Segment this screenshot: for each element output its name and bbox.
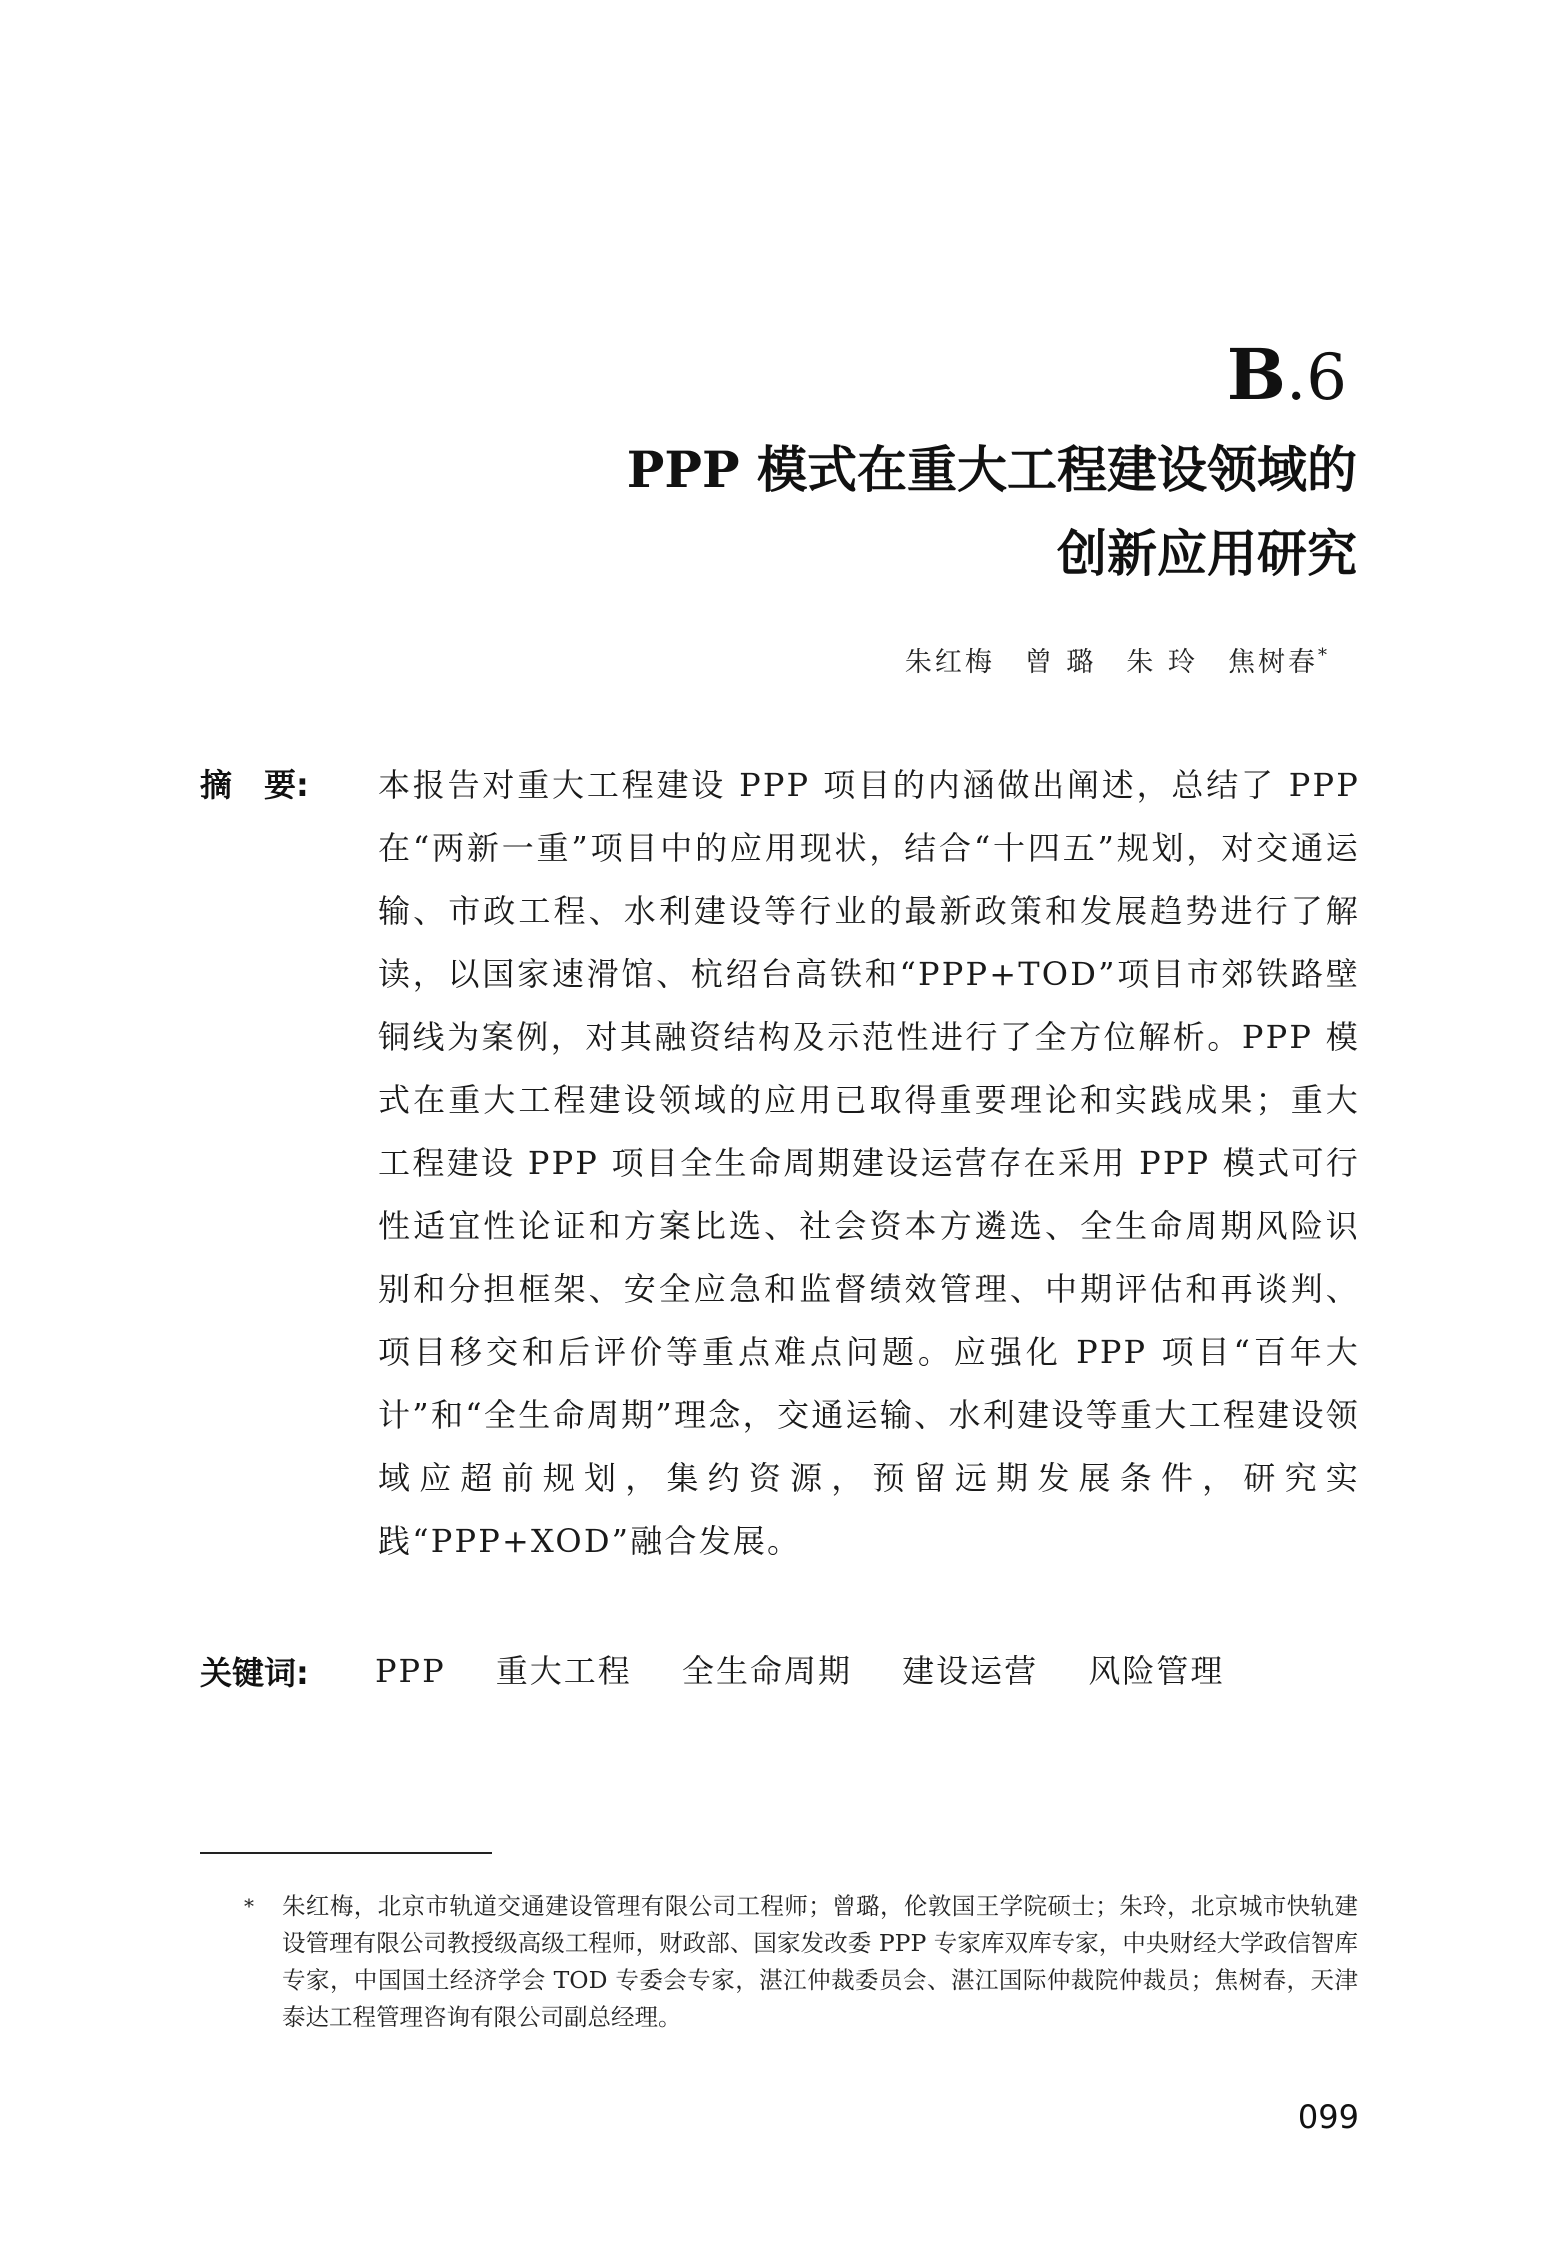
author-names: 朱红梅 曾 璐 朱 玲 焦树春 <box>904 647 1318 678</box>
abstract-text: 本报告对重大工程建设 PPP 项目的内涵做出阐述，总结了 PPP 在“两新一重”项目中的应用现状，结合“十四五”规划，对交通运输、市政工程、水利建设等行业的最新政策和发展趋势进行了解读，以国家速滑馆、杭绍台高铁和“PPP+TOD”项目市郊铁路壁铜线为案例，对其融资结构及示范性进行了全方位解析。PPP 模式在重大工程建设领域的应用已取得重要理论和实践成果；重大工程建设 PPP 项目全生命周期建设运营存在采用 PPP 模式可行性适宜性论证和方案比选、社会资本方遴选、全生命周期风险识别和分担框架、安全应急和监督绩效管理、中期评估和再谈判、项目移交和后评价等重点难点问题。应强化 PPP 项目“百年大计”和“全生命周期”理念，交通运输、水利建设等重大工程建设领域应超前规划，集约资源，预留远期发展条件，研究实践“PPP+XOD”融合发展。 <box>378 766 1360 1560</box>
author-list <box>905 640 1327 679</box>
keyword-item: 风险管理 <box>1088 1652 1225 1690</box>
abstract-label: 摘 要: <box>200 766 309 804</box>
footnote <box>244 1888 1358 2036</box>
keyword-item: 建设运营 <box>902 1652 1039 1690</box>
footnote-marker: * <box>244 1894 254 1918</box>
keyword-item: 重大工程 <box>495 1652 632 1690</box>
page-title <box>627 428 1357 596</box>
keyword-item: PPP <box>375 1652 446 1690</box>
chapter-index: .6 <box>1285 341 1347 415</box>
keyword-item: 全生命周期 <box>681 1652 852 1690</box>
title-line-2: 创新应用研究 <box>1057 524 1357 583</box>
keywords-label: 关键词: <box>200 1654 309 1692</box>
title-line-1: PPP 模式在重大工程建设领域的 <box>626 440 1357 499</box>
keywords-list <box>375 1646 1262 1692</box>
author-footnote-marker: * <box>1318 645 1327 666</box>
chapter-number <box>1226 333 1347 416</box>
chapter-letter: B <box>1226 333 1286 416</box>
page-number: 099 <box>1297 2098 1359 2136</box>
footnote-text: 朱红梅，北京市轨道交通建设管理有限公司工程师；曾璐，伦敦国王学院硕士；朱玲，北京城市快轨建设管理有限公司教授级高级工程师，财政部、国家发改委 PPP 专家库双库专家，中央财经大学政信智库专家，中国国土经济学会 TOD 专委会专家，湛江仲裁委员会、湛江国际仲裁院仲裁员；焦树春，天津泰达工程管理咨询有限公司副总经理。 <box>282 1892 1358 2031</box>
footnote-divider <box>200 1852 492 1854</box>
